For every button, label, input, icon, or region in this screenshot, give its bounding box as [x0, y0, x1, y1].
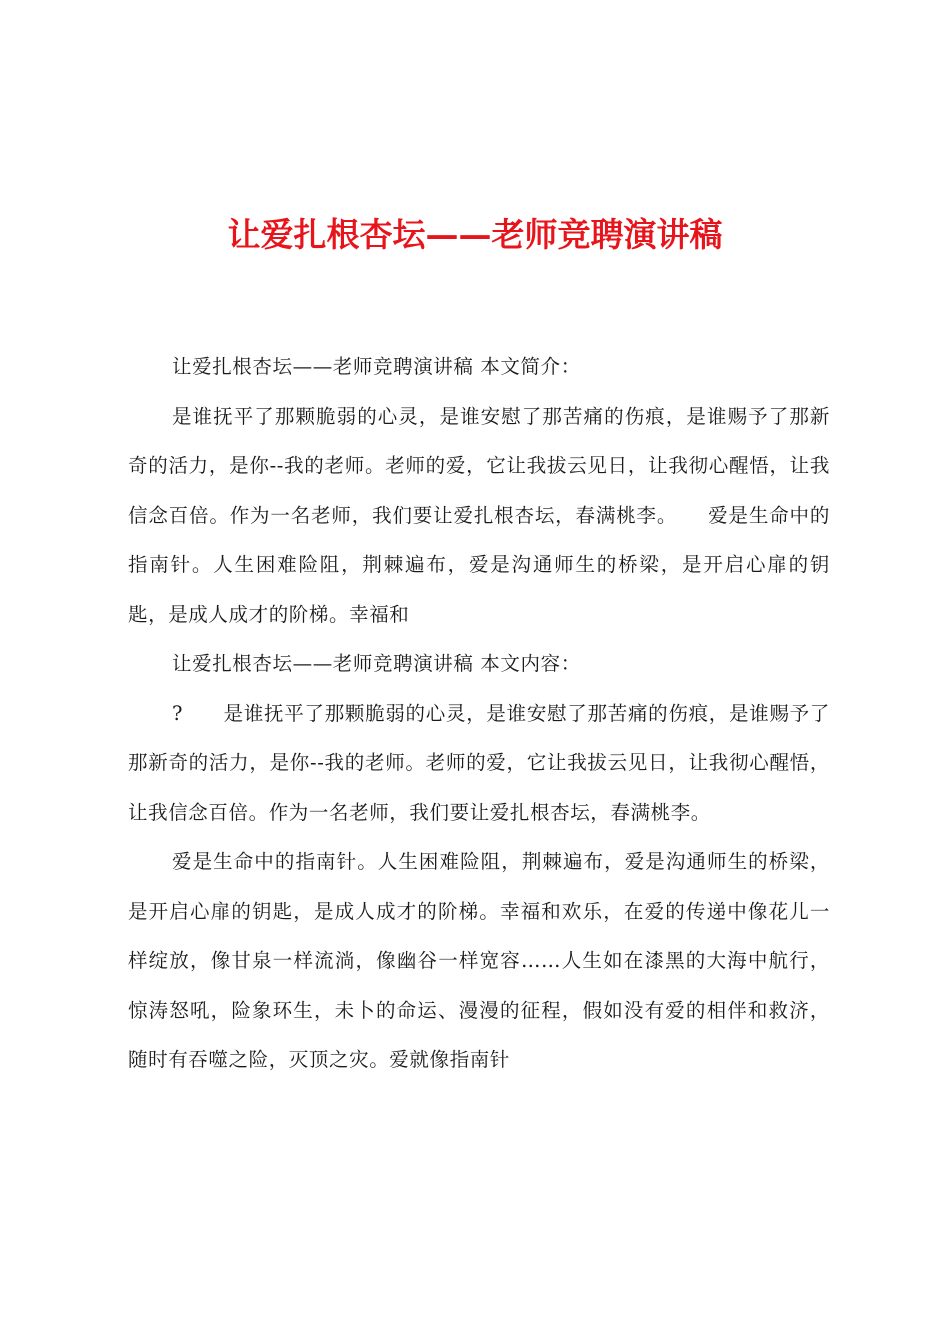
document-body — [128, 342, 830, 1085]
content-paragraph-2: 爱是生命中的指南针。人生困难险阻，荆棘遍布，爱是沟通师生的桥梁，是开启心扉的钥匙，是成人成才的阶梯。幸福和欢乐，在爱的传递中像花儿一样绽放，像甘泉一样流淌，像幽谷一样宽容……人生如在漆黑的大海中航行，惊涛怒吼，险象环生，未卜的命运、漫漫的征程，假如没有爱的相伴和救济，随时有吞噬之险，灭顶之灾。爱就像指南针 — [128, 850, 830, 1071]
intro-paragraph: 是谁抚平了那颗脆弱的心灵，是谁安慰了那苦痛的伤痕，是谁赐予了那新奇的活力，是你--我的老师。老师的爱，它让我拔云见日，让我彻心醒悟，让我信念百倍。作为一名老师，我们要让爱扎根杏坛，春满桃李。 爱是生命中的指南针。人生困难险阻，荆棘遍布，爱是沟通师生的桥梁，是开启心扉的钥匙，是成人成才的阶梯。幸福和 — [128, 404, 830, 626]
content-paragraph-1: ? 是谁抚平了那颗脆弱的心灵，是谁安慰了那苦痛的伤痕，是谁赐予了那新奇的活力，是你--我的老师。老师的爱，它让我拔云见日，让我彻心醒悟，让我信念百倍。作为一名老师，我们要让爱扎根杏坛，春满桃李。 — [128, 701, 830, 824]
content-heading: 让爱扎根杏坛——老师竞聘演讲稿 本文内容： — [172, 652, 581, 675]
intro-heading: 让爱扎根杏坛——老师竞聘演讲稿 本文简介： — [172, 355, 581, 378]
document-title: 让爱扎根杏坛——老师竞聘演讲稿 — [227, 215, 723, 254]
